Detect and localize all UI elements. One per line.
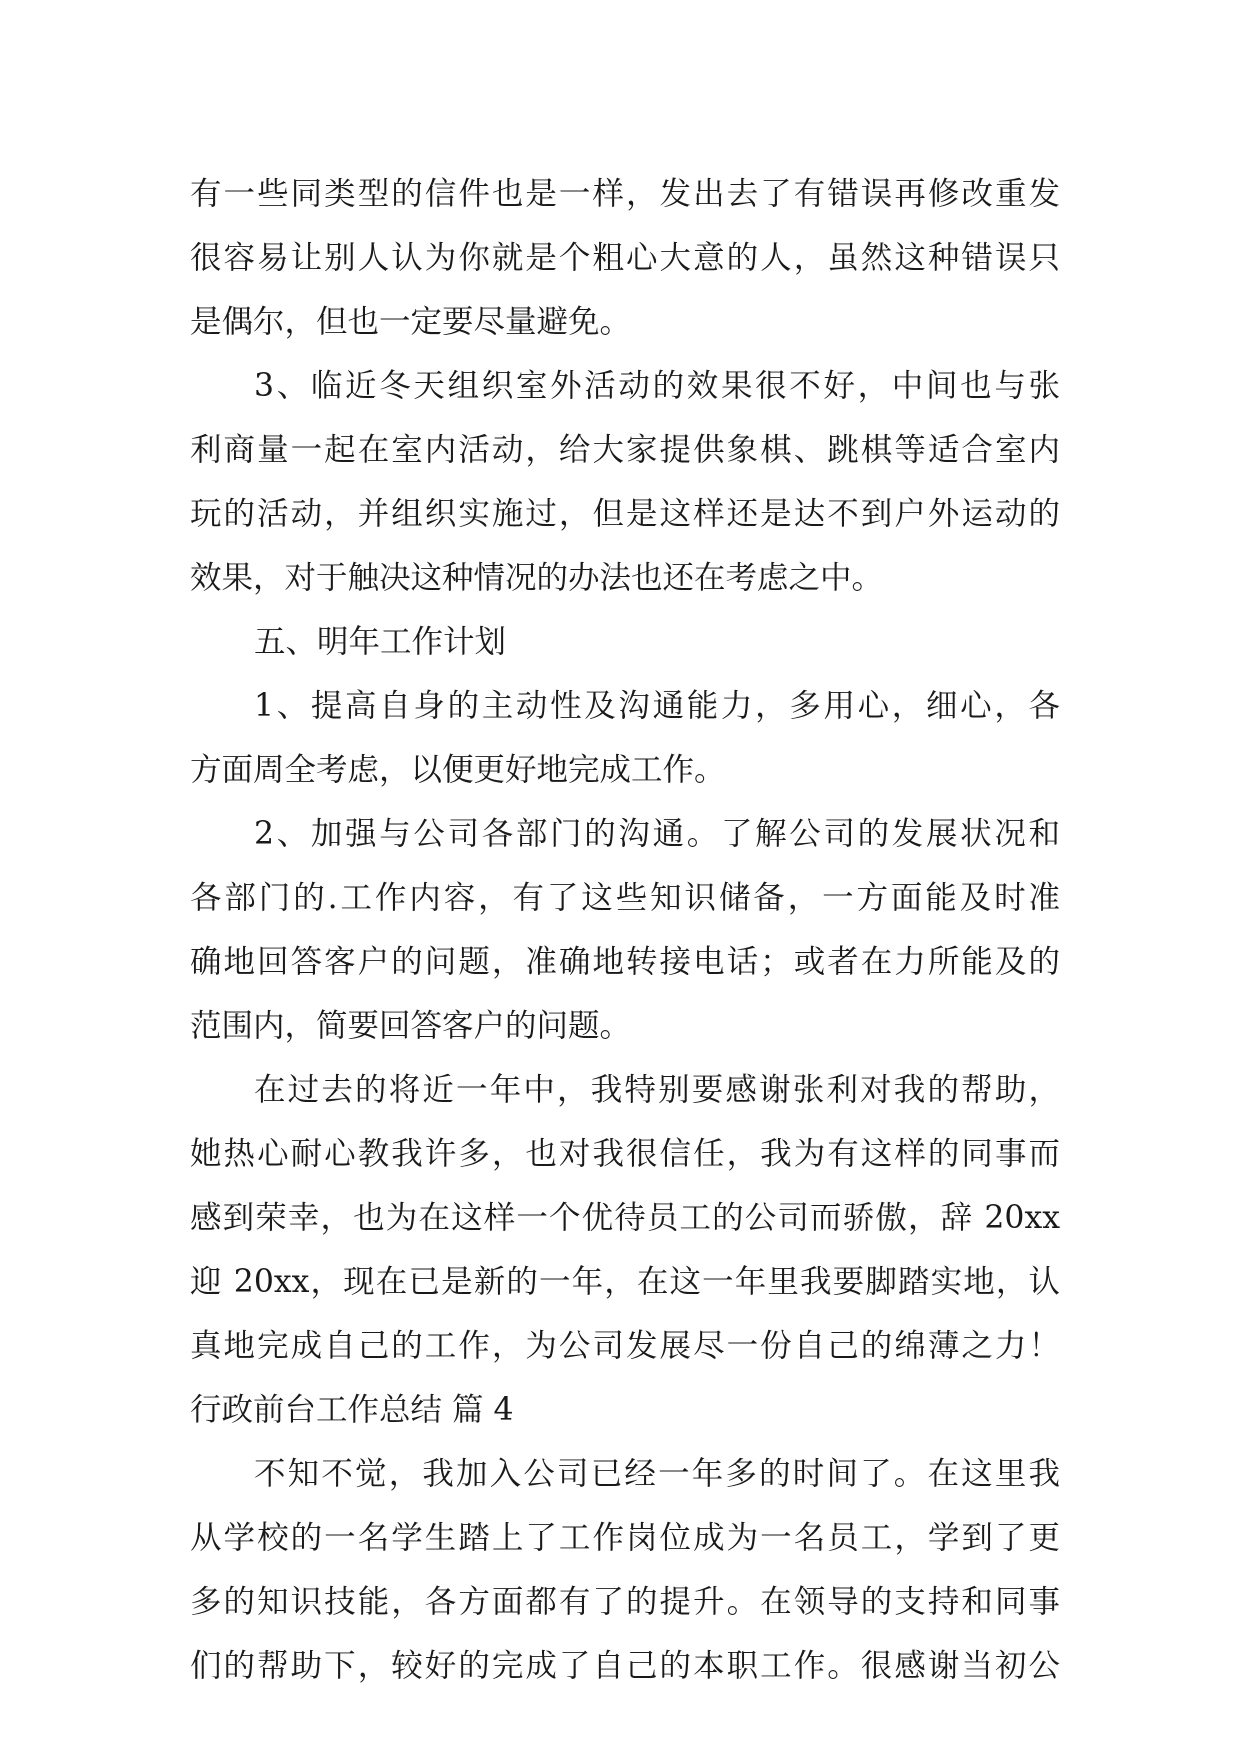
text-line: 范围内，简要回答客户的问题。 [190, 1008, 632, 1044]
text-line: 真地完成自己的工作，为公司发展尽一份自己的绵薄之力！ [190, 1328, 1060, 1364]
text-line: 从学校的一名学生踏上了工作岗位成为一名员工，学到了更 [190, 1520, 1060, 1556]
text-line: 她热心耐心教我许多，也对我很信任，我为有这样的同事而 [190, 1136, 1060, 1172]
text-line: 效果，对于触决这种情况的办法也还在考虑之中。 [190, 560, 884, 596]
text-line: 五、明年工作计划 [254, 624, 507, 660]
text-line: 各部门的.工作内容，有了这些知识储备，一方面能及时准 [190, 880, 1060, 916]
text-line: 方面周全考虑，以便更好地完成工作。 [190, 752, 726, 788]
text-line: 不知不觉，我加入公司已经一年多的时间了。在这里我 [254, 1456, 1060, 1492]
text-line: 在过去的将近一年中，我特别要感谢张利对我的帮助， [254, 1072, 1060, 1108]
document-body [190, 162, 1060, 1698]
text-line: 2、加强与公司各部门的沟通。了解公司的发展状况和 [254, 816, 1060, 852]
text-line: 行政前台工作总结 篇 4 [190, 1392, 514, 1428]
text-line: 是偶尔，但也一定要尽量避免。 [190, 304, 632, 340]
text-line: 们的帮助下，较好的完成了自己的本职工作。很感谢当初公 [190, 1648, 1060, 1684]
text-line: 多的知识技能，各方面都有了的提升。在领导的支持和同事 [190, 1584, 1060, 1620]
text-line: 有一些同类型的信件也是一样，发出去了有错误再修改重发 [190, 176, 1060, 212]
text-line: 很容易让别人认为你就是个粗心大意的人，虽然这种错误只 [190, 240, 1060, 276]
text-line: 迎 20xx，现在已是新的一年，在这一年里我要脚踏实地，认 [190, 1264, 1060, 1300]
text-line: 3、临近冬天组织室外活动的效果很不好，中间也与张 [254, 368, 1060, 404]
text-line: 确地回答客户的问题，准确地转接电话；或者在力所能及的 [190, 944, 1060, 980]
text-line: 利商量一起在室内活动，给大家提供象棋、跳棋等适合室内 [190, 432, 1060, 468]
text-line: 玩的活动，并组织实施过，但是这样还是达不到户外运动的 [190, 496, 1060, 532]
text-line: 1、提高自身的主动性及沟通能力，多用心，细心，各 [254, 688, 1060, 724]
text-line: 感到荣幸，也为在这样一个优待员工的公司而骄傲，辞 20xx [190, 1200, 1060, 1236]
